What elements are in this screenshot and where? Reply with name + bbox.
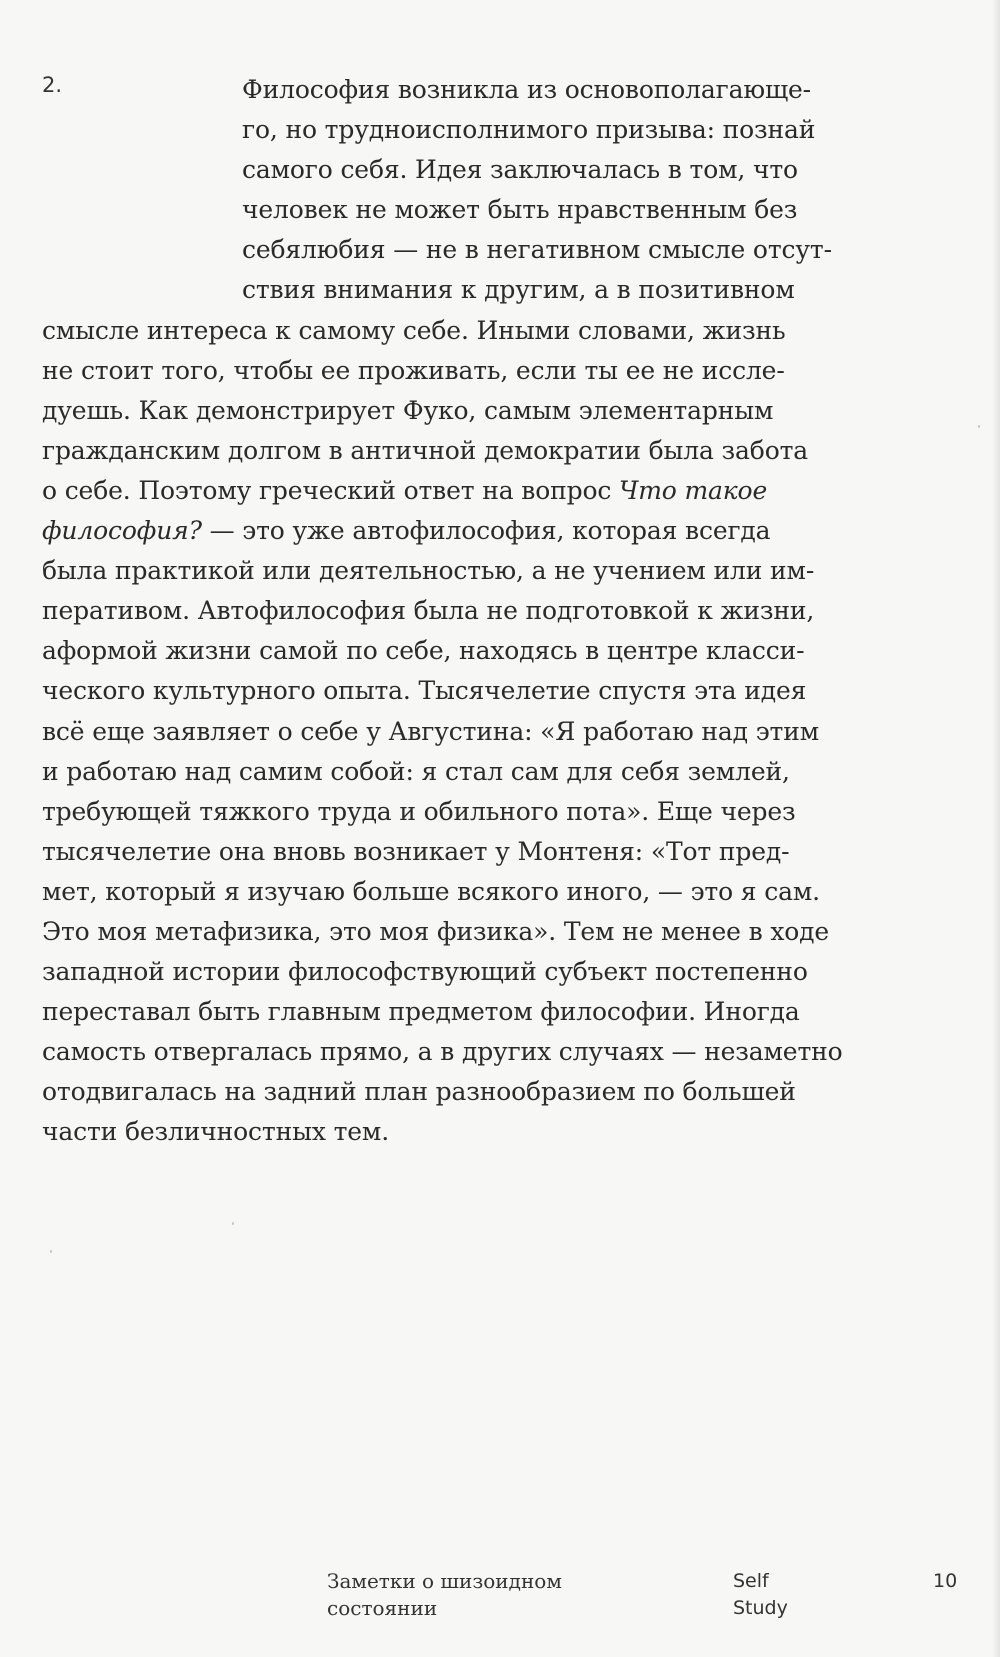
text-line: была практикой или деятельностью, а не учением или им- (42, 556, 815, 586)
paper-speck (232, 1222, 234, 1225)
running-footer-series (733, 1568, 833, 1622)
text-line: западной истории философствующий субъект постепенно (42, 957, 808, 987)
footer-title-line: Заметки о шизоидном (327, 1569, 562, 1593)
text-line: части безличностных тем. (42, 1117, 389, 1147)
text-line: смысле интереса к самому себе. Иными словами, жизнь (42, 315, 786, 345)
running-footer-title (327, 1568, 607, 1622)
section-number: 2. (42, 73, 63, 97)
text-line: гражданским долгом в античной демократии была забота (42, 435, 809, 465)
text-run: о себе. Поэтому греческий ответ на вопрос (42, 475, 620, 505)
text-line: перативом. Автофилософия была не подготовкой к жизни, (42, 596, 815, 626)
text-line: переставал быть главным предметом философии. Иногда (42, 997, 800, 1027)
text-line: себялюбия — не в негативном смысле отсут- (242, 235, 832, 265)
page-edge-shadow (992, 0, 1000, 1657)
footer-title-line: состоянии (327, 1596, 438, 1620)
text-line: го, но трудноисполнимого призыва: познай (242, 115, 816, 145)
paper-speck (50, 1250, 52, 1253)
text-line: человек не может быть нравственным без (242, 195, 798, 225)
text-line: ствия внимания к другим, а в позитивном (242, 275, 795, 305)
italic-phrase: Что такое (619, 475, 768, 505)
text-line: ческого культурного опыта. Тысячелетие спустя эта идея (42, 676, 807, 706)
text-line: самого себя. Идея заключалась в том, что (242, 155, 798, 185)
text-line: самость отвергалась прямо, а в других случаях — незаметно (42, 1037, 843, 1067)
text-run: — это уже автофилософия, которая всегда (201, 516, 771, 546)
text-line: тысячелетие она вновь возникает у Монтеня: «Тот пред- (42, 836, 790, 866)
page-number: 10 (933, 1570, 958, 1592)
text-line: требующей тяжкого труда и обильного пота». Еще через (42, 796, 796, 826)
text-line: дуешь. Как демонстрирует Фуко, самым элементарным (42, 395, 774, 425)
text-line: всё еще заявляет о себе у Августина: «Я работаю над этим (42, 716, 820, 746)
footer-series-line: Study (733, 1597, 788, 1619)
text-line: отодвигалась на задний план разнообразием по большей (42, 1077, 796, 1107)
text-line: не стоит того, чтобы ее проживать, если ты ее не иссле- (42, 355, 785, 385)
text-line: и работаю над самим собой: я стал сам для себя землей, (42, 756, 790, 786)
text-line: Философия возникла из основополагающе- (242, 75, 811, 104)
paper-speck (978, 425, 980, 428)
text-line: мет, который я изучаю больше всякого иного, — это я сам. (42, 876, 820, 906)
paragraph (42, 70, 862, 1153)
italic-phrase: философия? (42, 516, 202, 546)
footer-series-line: Self (733, 1570, 769, 1592)
text-line: аформой жизни самой по себе, находясь в центре класси- (42, 636, 805, 666)
text-line (42, 471, 862, 511)
text-line (42, 511, 862, 551)
text-line: Это моя метафизика, это моя физика». Тем не менее в ходе (42, 916, 830, 946)
